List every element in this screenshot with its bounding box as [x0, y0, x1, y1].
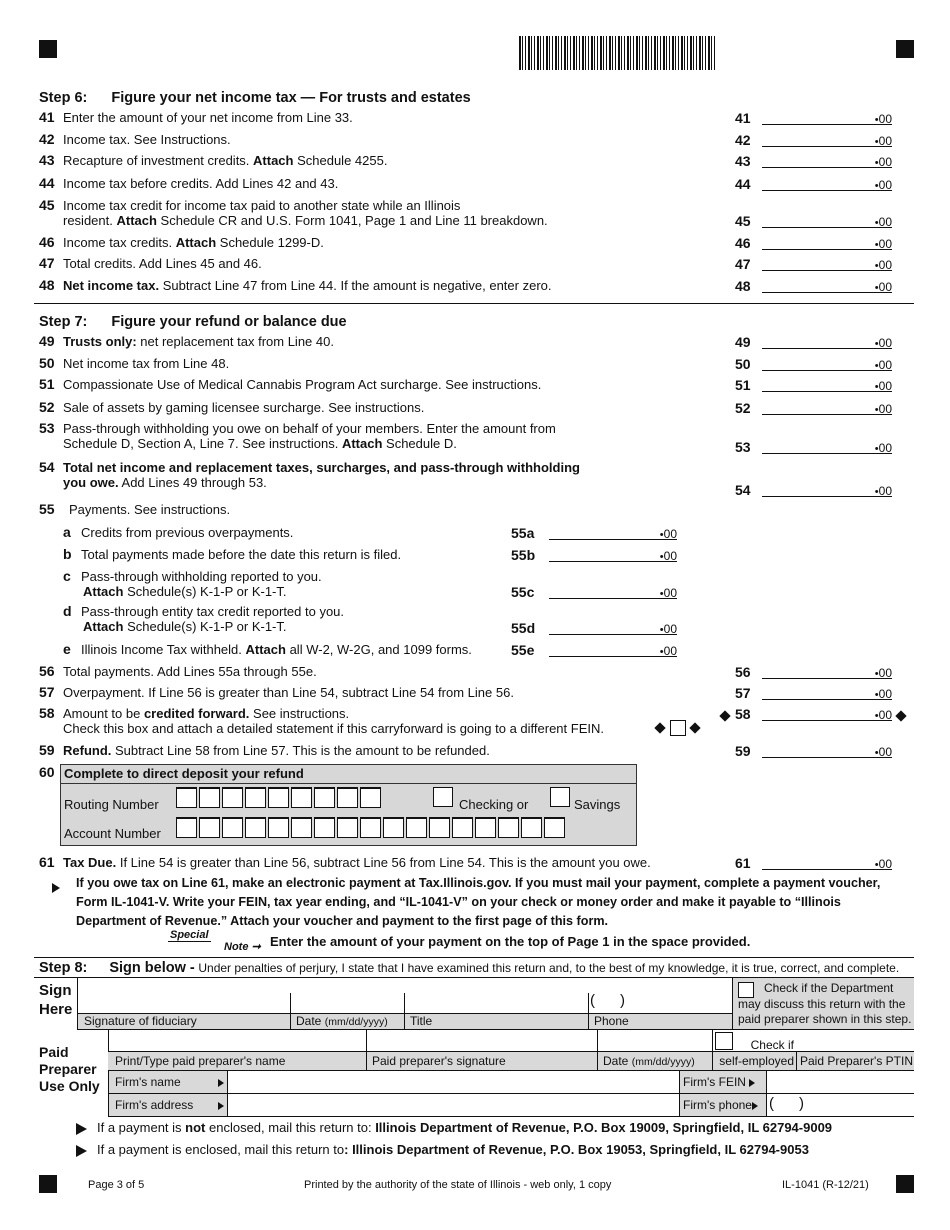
line-55c-cont: [83, 584, 287, 599]
routing-digit-cell[interactable]: [245, 787, 266, 808]
line-number: 51: [39, 376, 55, 392]
line-48-amount[interactable]: [762, 278, 892, 293]
text-run: Schedule(s) K-1-P or K-1-T.: [123, 584, 287, 599]
text-run: Compassionate Use of Medical Cannabis Program Act surcharge. See instructions.: [63, 377, 542, 392]
text-run: If Line 54 is greater than Line 56, subtract Line 56 from Line 54. This is the amount you owe.: [116, 855, 651, 870]
line-55c-number: 55c: [511, 584, 535, 600]
line-42-number: 42: [735, 132, 751, 148]
firm-name-label: Firm's name: [115, 1075, 181, 1089]
text-run: Income tax credit for income tax paid to another state while an Illinois: [63, 198, 461, 213]
line-57-number: 57: [735, 685, 751, 701]
line-55d-cont: [83, 619, 287, 634]
cents-label: • 00: [875, 178, 892, 192]
payment-notice: [52, 874, 880, 931]
text-run: resident.: [63, 213, 117, 228]
line-number: 53: [39, 420, 55, 436]
line-60-number: 60: [39, 764, 55, 780]
routing-digit-cell[interactable]: [314, 787, 335, 808]
text-run: Illinois Income Tax withheld.: [81, 642, 246, 657]
routing-label: Routing Number: [64, 797, 159, 812]
page-number: Page 3 of 5: [88, 1179, 145, 1191]
barcode: [519, 36, 715, 70]
step6-heading: Step 6: Figure your net income tax — For trusts and estates: [39, 90, 471, 106]
line-number: 46: [39, 234, 55, 250]
line-number: 45: [39, 197, 55, 213]
line-54: [39, 460, 580, 475]
line-55b: [63, 547, 401, 562]
text-run: Attach: [83, 619, 124, 634]
line-55e-amount[interactable]: [549, 642, 677, 657]
line-number: 57: [39, 684, 55, 700]
notice-line: If you owe tax on Line 61, make an electronic payment at Tax.Illinois.gov. If you must mail your payment, complete a payment voucher,: [76, 876, 881, 890]
text-run: Check this box and attach a detailed statement if this carryforward is going to a different FEIN.: [63, 721, 604, 736]
text-run: not: [185, 1120, 206, 1135]
line-number: 49: [39, 333, 55, 349]
line-number: 61: [39, 854, 55, 870]
direct-deposit-box: [60, 764, 637, 846]
text-run: Enter the amount of your net income from Line 33.: [63, 110, 353, 125]
text-run: : Illinois Department of Revenue, P.O. Box 19053, Springfield, IL 62794-9053: [344, 1142, 809, 1157]
line-55b-number: 55b: [511, 547, 536, 563]
triangle-icon: [52, 878, 60, 897]
line-59: [39, 743, 490, 758]
mailing-line: [76, 1142, 809, 1157]
phone-label: Phone: [594, 1014, 629, 1028]
line-letter: c: [63, 568, 71, 584]
cents-label: • 00: [875, 358, 892, 372]
cents-label: • 00: [875, 112, 892, 126]
text-run: Total net income and replacement taxes, surcharges, and pass-through withholding: [63, 460, 580, 475]
text-run: Subtract Line 58 from Line 57. This is the amount to be refunded.: [111, 743, 490, 758]
divider: [34, 303, 914, 304]
text-run: See instructions.: [249, 706, 350, 721]
text-run: Attach: [253, 153, 294, 168]
line-55c: [63, 569, 322, 584]
text-run: Schedule(s) K-1-P or K-1-T.: [123, 619, 287, 634]
line-52-amount[interactable]: [762, 400, 892, 415]
cents-label: • 00: [875, 745, 892, 759]
diamond-icon: [690, 722, 701, 733]
print-authority: Printed by the authority of the state of Illinois - web only, 1 copy: [304, 1179, 612, 1191]
line-59-number: 59: [735, 743, 751, 759]
line-number: 50: [39, 355, 55, 371]
line-49-amount[interactable]: [762, 334, 892, 349]
line-number: 59: [39, 742, 55, 758]
line-49-number: 49: [735, 334, 751, 350]
line-53-amount[interactable]: [762, 439, 892, 454]
line-53-number: 53: [735, 439, 751, 455]
line-letter: a: [63, 524, 71, 540]
arrow-icon: ➞: [248, 941, 261, 953]
account-digit-cell[interactable]: [291, 817, 312, 838]
account-digit-cell[interactable]: [360, 817, 381, 838]
triangle-icon: [749, 1079, 755, 1087]
firm-fein-field[interactable]: [767, 1071, 913, 1092]
diamond-icon: [721, 707, 729, 722]
cents-label: • 00: [875, 258, 892, 272]
cents-label: • 00: [875, 134, 892, 148]
firm-phone-field[interactable]: [767, 1094, 913, 1115]
text-run: Attach: [83, 584, 124, 599]
sign-here-label: Sign Here: [39, 982, 73, 1018]
text-run: Attach: [245, 642, 286, 657]
account-digit-cell[interactable]: [383, 817, 404, 838]
line-46: [39, 235, 324, 250]
preparer-signature-label: Paid preparer's signature: [372, 1054, 506, 1068]
text-run: Pass-through withholding reported to you.: [81, 569, 322, 584]
text-run: Schedule CR and U.S. Form 1041, Page 1 and Line 11 breakdown.: [156, 213, 548, 228]
special-note-text: Enter the amount of your payment on the top of Page 1 in the space provided.: [270, 934, 751, 949]
line-number: 41: [39, 109, 55, 125]
line-59-amount[interactable]: [762, 743, 892, 758]
text-run: Schedule 4255.: [293, 153, 388, 168]
line-57: [39, 685, 514, 700]
routing-digit-cell[interactable]: [268, 787, 289, 808]
cents-label: • 00: [660, 527, 677, 541]
cents-label: • 00: [875, 155, 892, 169]
cents-label: • 00: [875, 666, 892, 680]
account-digit-cell[interactable]: [429, 817, 450, 838]
cents-label: • 00: [875, 857, 892, 871]
text-run: Income tax before credits. Add Lines 42 and 43.: [63, 176, 339, 191]
line-61-text: [39, 855, 651, 870]
text-run: Total payments made before the date this return is filed.: [81, 547, 402, 562]
routing-digit-cell[interactable]: [176, 787, 197, 808]
line-letter: b: [63, 546, 72, 562]
date-label: Date (mm/dd/yyyy): [296, 1014, 388, 1028]
firm-address-label: Firm's address: [115, 1098, 193, 1112]
text-run: Total payments. Add Lines 55a through 55e.: [63, 664, 317, 679]
phone-parens: ( ): [769, 1095, 804, 1112]
line-55e: [63, 642, 472, 657]
text-run: enclosed, mail this return to:: [205, 1120, 376, 1135]
line-number: 43: [39, 152, 55, 168]
line-52-number: 52: [735, 400, 751, 416]
line-47-number: 47: [735, 256, 751, 272]
account-digit-cell[interactable]: [544, 817, 565, 838]
text-run: Amount to be: [63, 706, 144, 721]
title-label: Title: [410, 1014, 433, 1028]
text-run: If a payment is enclosed, mail this return to: [97, 1142, 345, 1157]
text-run: Net income tax from Line 48.: [63, 356, 230, 371]
notice-line: Department of Revenue.” Attach your voucher and payment to the first page of this form.: [76, 914, 609, 928]
line-50-amount[interactable]: [762, 356, 892, 371]
account-digit-cell[interactable]: [337, 817, 358, 838]
line-42: [39, 132, 231, 147]
cents-label: • 00: [875, 379, 892, 393]
line-51-amount[interactable]: [762, 377, 892, 392]
line-number: 56: [39, 663, 55, 679]
registration-mark: [896, 1175, 914, 1193]
triangle-icon: [218, 1102, 224, 1110]
text-run: you owe.: [63, 475, 119, 490]
line-letter: d: [63, 603, 72, 619]
line-number: 42: [39, 131, 55, 147]
ptin-field[interactable]: [797, 1030, 913, 1050]
line-48-number: 48: [735, 278, 751, 294]
routing-digit-cell[interactable]: [360, 787, 381, 808]
text-run: net replacement tax from Line 40.: [136, 334, 334, 349]
text-run: Add Lines 49 through 53.: [118, 475, 267, 490]
savings-label: Savings: [574, 797, 621, 812]
different-fein-checkbox[interactable]: [670, 720, 686, 736]
account-digit-cell[interactable]: [406, 817, 427, 838]
self-employed-label: Check if self-employed: [719, 1038, 794, 1068]
text-run: Recapture of investment credits.: [63, 153, 254, 168]
special-note-word: Special: [170, 929, 209, 941]
line-43-number: 43: [735, 153, 751, 169]
line-44-number: 44: [735, 176, 751, 192]
line-55c-amount[interactable]: [549, 584, 677, 599]
savings-checkbox[interactable]: [550, 787, 570, 807]
account-digit-cell[interactable]: [199, 817, 220, 838]
account-digit-cell[interactable]: [268, 817, 289, 838]
perjury-statement: Under penalties of perjury, I state that I have examined this return and, to the best of my knowledge, it is true, correct, and complete.: [198, 961, 900, 975]
text-run: Overpayment. If Line 56 is greater than Line 54, subtract Line 54 from Line 56.: [63, 685, 514, 700]
notice-line: Form IL-1041-V. Write your FEIN, tax year ending, and “IL-1041-V” on your check or money order and make it payable to “Illinois: [76, 895, 841, 909]
cents-label: • 00: [660, 549, 677, 563]
ptin-label: Paid Preparer's PTIN: [800, 1054, 913, 1068]
special-note-badge: [168, 930, 261, 953]
account-label: Account Number: [64, 826, 161, 841]
account-digit-cell[interactable]: [475, 817, 496, 838]
routing-digit-cell[interactable]: [291, 787, 312, 808]
line-56: [39, 664, 317, 679]
triangle-icon: [752, 1102, 758, 1110]
routing-digit-cell[interactable]: [199, 787, 220, 808]
line-54-amount[interactable]: [762, 482, 892, 497]
account-number-input[interactable]: [176, 817, 567, 841]
text-run: Refund.: [63, 743, 112, 758]
line-number: 48: [39, 277, 55, 293]
form-id: IL-1041 (R-12/21): [782, 1179, 869, 1191]
line-58-amount[interactable]: [762, 706, 892, 721]
line-56-amount[interactable]: [762, 664, 892, 679]
cents-label: • 00: [875, 280, 892, 294]
line-57-amount[interactable]: [762, 685, 892, 700]
cents-label: • 00: [875, 708, 892, 722]
line-41-number: 41: [735, 110, 751, 126]
account-digit-cell[interactable]: [521, 817, 542, 838]
checking-label: Checking or: [459, 797, 529, 812]
line-44-amount[interactable]: [762, 176, 892, 191]
line-44: [39, 176, 338, 191]
line-49: [39, 334, 334, 349]
text-run: Net income tax.: [63, 278, 160, 293]
text-run: Trusts only:: [63, 334, 137, 349]
line-58-cont: [63, 721, 604, 736]
account-digit-cell[interactable]: [314, 817, 335, 838]
cents-label: • 00: [660, 586, 677, 600]
routing-digit-cell[interactable]: [222, 787, 243, 808]
line-55a-amount[interactable]: [549, 525, 677, 540]
firm-name-field[interactable]: [228, 1071, 678, 1092]
line-46-number: 46: [735, 235, 751, 251]
firm-address-field[interactable]: [228, 1094, 678, 1115]
cents-label: • 00: [875, 441, 892, 455]
text-run: all W-2, W-2G, and 1099 forms.: [285, 642, 472, 657]
line-42-amount[interactable]: [762, 132, 892, 147]
triangle-icon: [218, 1079, 224, 1087]
text-run: Schedule 1299-D.: [216, 235, 324, 250]
line-58-number: 58: [735, 706, 751, 722]
step7-heading: Step 7: Figure your refund or balance due: [39, 314, 347, 330]
preparer-label: Paid Preparer Use Only: [39, 1044, 100, 1094]
step8-heading: Step 8: Sign below - Under penalties of perjury, I state that I have examined this return and, to the best of my knowledge, it is true, correct, and complete.: [39, 960, 900, 976]
line-number: 58: [39, 705, 55, 721]
line-number: 47: [39, 255, 55, 271]
text-run: Income tax. See Instructions.: [63, 132, 231, 147]
line-number: 52: [39, 399, 55, 415]
line-50-number: 50: [735, 356, 751, 372]
line-58: [39, 706, 349, 721]
account-digit-cell[interactable]: [222, 817, 243, 838]
text-run: Illinois Department of Revenue, P.O. Box 19009, Springfield, IL 62794-9009: [375, 1120, 833, 1135]
mailing-line: [76, 1120, 832, 1135]
text-run: Income tax credits.: [63, 235, 176, 250]
line-47: [39, 256, 262, 271]
cents-label: • 00: [660, 644, 677, 658]
line-45-cont: [63, 213, 548, 228]
line-50: [39, 356, 229, 371]
line-61-amount[interactable]: [762, 855, 892, 870]
line-45-amount[interactable]: [762, 213, 892, 228]
line-55e-number: 55e: [511, 642, 535, 658]
text-run: If a payment is: [97, 1120, 186, 1135]
line-55d-number: 55d: [511, 620, 536, 636]
line-46-amount[interactable]: [762, 235, 892, 250]
firm-phone-label: Firm's phone: [683, 1098, 758, 1112]
triangle-icon: [76, 1123, 87, 1135]
firm-fein-label: Firm's FEIN: [683, 1075, 755, 1089]
text-run: Subtract Line 47 from Line 44. If the amount is negative, enter zero.: [159, 278, 552, 293]
line-55: 55 Payments. See instructions.: [39, 501, 231, 517]
line-45: [39, 198, 460, 213]
text-run: Total credits. Add Lines 45 and 46.: [63, 256, 262, 271]
diamond-icon: [897, 707, 905, 722]
line-55d-amount[interactable]: [549, 620, 677, 635]
text-run: Schedule D, Section A, Line 7. See instructions.: [63, 436, 342, 451]
routing-number-input[interactable]: [176, 787, 383, 811]
cents-label: • 00: [875, 402, 892, 416]
line-41-amount[interactable]: [762, 110, 892, 125]
text-run: Attach: [175, 235, 217, 250]
signature-fiduciary-label: Signature of fiduciary: [84, 1014, 197, 1028]
signature-fiduciary-field[interactable]: [78, 979, 288, 1012]
line-54-cont: [63, 475, 267, 490]
cents-label: • 00: [875, 336, 892, 350]
line-47-amount[interactable]: [762, 256, 892, 271]
text-run: Schedule D.: [382, 436, 457, 451]
cents-label: • 00: [875, 484, 892, 498]
line-51: [39, 377, 541, 392]
line-55a-number: 55a: [511, 525, 535, 541]
registration-mark: [896, 40, 914, 58]
line-number: 54: [39, 459, 55, 475]
text-run: Pass-through withholding you owe on behalf of your members. Enter the amount from: [63, 421, 556, 436]
dept-discuss-text: Check if the Department may discuss this return with the paid preparer shown in this step.: [738, 981, 912, 1026]
line-number: 44: [39, 175, 55, 191]
line-55d: [63, 604, 344, 619]
account-digit-cell[interactable]: [498, 817, 519, 838]
line-45-number: 45: [735, 213, 751, 229]
line-61-number: 61: [735, 855, 751, 871]
account-digit-cell[interactable]: [245, 817, 266, 838]
registration-mark: [39, 40, 57, 58]
line-letter: e: [63, 641, 71, 657]
diamond-icon: [654, 722, 665, 733]
line-43: [39, 153, 387, 168]
line-53: [39, 421, 556, 436]
line-43-amount[interactable]: [762, 153, 892, 168]
direct-deposit-title: Complete to direct deposit your refund: [64, 766, 304, 781]
text-run: Tax Due.: [63, 855, 117, 870]
checking-checkbox[interactable]: [433, 787, 453, 807]
text-run: credited forward.: [143, 706, 250, 721]
triangle-icon: [76, 1145, 87, 1157]
preparer-date-label: Date (mm/dd/yyyy): [603, 1054, 695, 1068]
line-41: [39, 110, 353, 125]
special-note-word: Note: [224, 941, 249, 953]
line-55b-amount[interactable]: [549, 547, 677, 562]
line-52: [39, 400, 424, 415]
registration-mark: [39, 1175, 57, 1193]
text-run: Pass-through entity tax credit reported to you.: [81, 604, 345, 619]
line-56-number: 56: [735, 664, 751, 680]
routing-digit-cell[interactable]: [337, 787, 358, 808]
text-run: Attach: [341, 436, 383, 451]
account-digit-cell[interactable]: [452, 817, 473, 838]
phone-parens: ( ): [590, 992, 625, 1009]
line-48: [39, 278, 552, 293]
line-54-number: 54: [735, 482, 751, 498]
line-53-cont: [63, 436, 457, 451]
line-51-number: 51: [735, 377, 751, 393]
text-run: Sale of assets by gaming licensee surcharge. See instructions.: [63, 400, 425, 415]
cents-label: • 00: [875, 215, 892, 229]
preparer-name-label: Print/Type paid preparer's name: [115, 1054, 286, 1068]
cents-label: • 00: [875, 237, 892, 251]
account-digit-cell[interactable]: [176, 817, 197, 838]
cents-label: • 00: [660, 622, 677, 636]
line-55a: [63, 525, 293, 540]
text-run: Credits from previous overpayments.: [81, 525, 294, 540]
text-run: Attach: [116, 213, 157, 228]
cents-label: • 00: [875, 687, 892, 701]
line58-fein-check: [656, 719, 699, 736]
